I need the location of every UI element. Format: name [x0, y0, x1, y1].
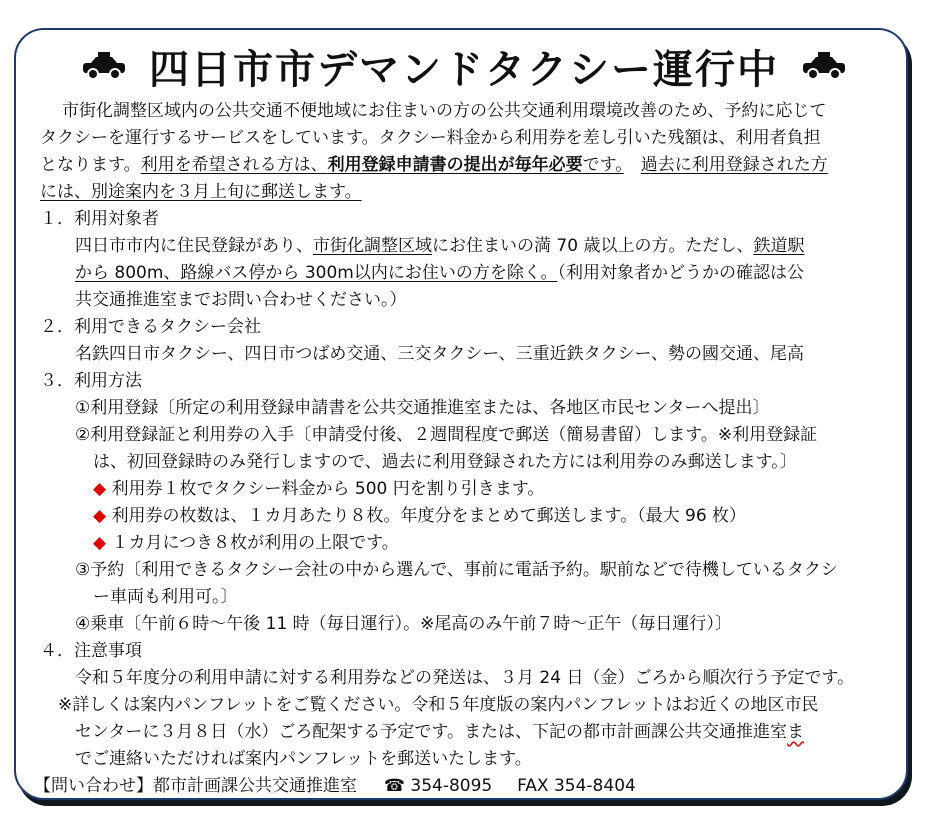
method-item-3-cont: ー車両も利用可。〕: [93, 587, 238, 607]
diamond-bullet-icon: ◆: [93, 533, 107, 553]
notice-line-2: ※詳しくは案内パンフレットをご覧ください。令和５年度版の案内パンフレットはお近くの地区市民: [58, 695, 819, 715]
section-2-heading: ２．利用できるタクシー会社: [40, 317, 261, 337]
method-item-1: ①利用登録〔所定の利用登録申請書を公共交通推進室または、各地区市民センターへ提出〕: [75, 398, 770, 418]
contact-label: 【問い合わせ】都市計画課公共交通推進室: [34, 776, 357, 796]
intro-line-1: 市街化調整区域内の公共交通不便地域にお住まいの方の公共交通利用環境改善のため、予約に応じて: [62, 101, 827, 121]
intro-line-2: タクシーを運行するサービスをしています。タクシー料金から利用券を差し引いた残額は、利用者負担: [40, 128, 821, 148]
method-item-4: ④乗車〔午前６時～午後 11 時（毎日運行）。※尾高のみ午前７時～正午（毎日運行）〕: [75, 614, 732, 634]
diamond-bullet-icon: ◆: [93, 506, 107, 526]
bullet-item-1: ◆ 利用券１枚でタクシー料金から 500 円を割り引きます。: [93, 479, 545, 499]
taxi-car-icon-left: [81, 51, 127, 81]
title-row: [0, 34, 928, 98]
phone-icon: ☎: [383, 776, 405, 796]
intro-emphasis: 利用登録申請書の提出が毎年必要: [327, 155, 583, 175]
intro-underline-b: 過去に利用登録された方: [640, 155, 828, 175]
fax-number: FAX 354-8404: [517, 776, 636, 796]
taxi-company-list: 名鉄四日市タクシー、四日市つばめ交通、三交タクシー、三重近鉄タクシー、勢の國交通、尾高: [75, 344, 804, 364]
notice-line-4: でご連絡いただければ案内パンフレットを郵送いたします。: [75, 749, 532, 769]
method-item-2: ②利用登録証と利用券の入手〔申請受付後、２週間程度で郵送（簡易書留）します。※利用登録証: [75, 425, 818, 445]
section-1-heading: １．利用対象者: [40, 209, 159, 229]
section-3-heading: ３．利用方法: [40, 371, 142, 391]
intro-line-4: には、別途案内を３月上旬に郵送します。: [40, 182, 362, 202]
phone-number: 354-8095: [410, 776, 493, 796]
page-title: 四日市市デマンドタクシー運行中: [149, 46, 779, 93]
notice-line-3: センターに３月８日（水）ごろ配架する予定です。または、下記の都市計画課公共交通推進室ま: [75, 722, 804, 742]
notice-line-1: 令和５年度分の利用申請に対する利用券などの発送は、３月 24 日（金）ごろから順次行う予定です。: [75, 668, 855, 688]
method-item-2-cont: は、初回登録時のみ発行しますので、過去に利用登録された方には利用券のみ郵送します。〕: [93, 452, 797, 472]
section-1-line-2: から 800m、路線バス停から 300m以内にお住いの方を除く。（利用対象者かどうかの確認は公: [75, 263, 804, 283]
section-4-heading: ４．注意事項: [40, 641, 142, 661]
section-1-line-1: 四日市市内に住民登録があり、市街化調整区域にお住まいの満 70 歳以上の方。ただし、鉄道駅: [75, 236, 805, 256]
taxi-car-icon-right: [801, 51, 847, 81]
intro-line-3: となります。利用を希望される方は、利用登録申請書の提出が毎年必要です。 過去に利用登録された方: [40, 155, 828, 175]
contact-line: [34, 775, 636, 797]
method-item-3: ③予約〔利用できるタクシー会社の中から選んで、事前に電話予約。駅前などで待機しているタクシ: [75, 560, 838, 580]
bullet-item-2: ◆ 利用券の枚数は、１カ月あたり８枚。年度分をまとめて郵送します。（最大 96 枚）: [93, 506, 747, 526]
bullet-item-3: ◆ １カ月につき８枚が利用の上限です。: [93, 533, 399, 553]
section-1-line-3: 共交通推進室までお問い合わせください。）: [75, 290, 407, 310]
diamond-bullet-icon: ◆: [93, 479, 107, 499]
intro-underline-a: 利用を希望される方は、: [140, 155, 328, 175]
